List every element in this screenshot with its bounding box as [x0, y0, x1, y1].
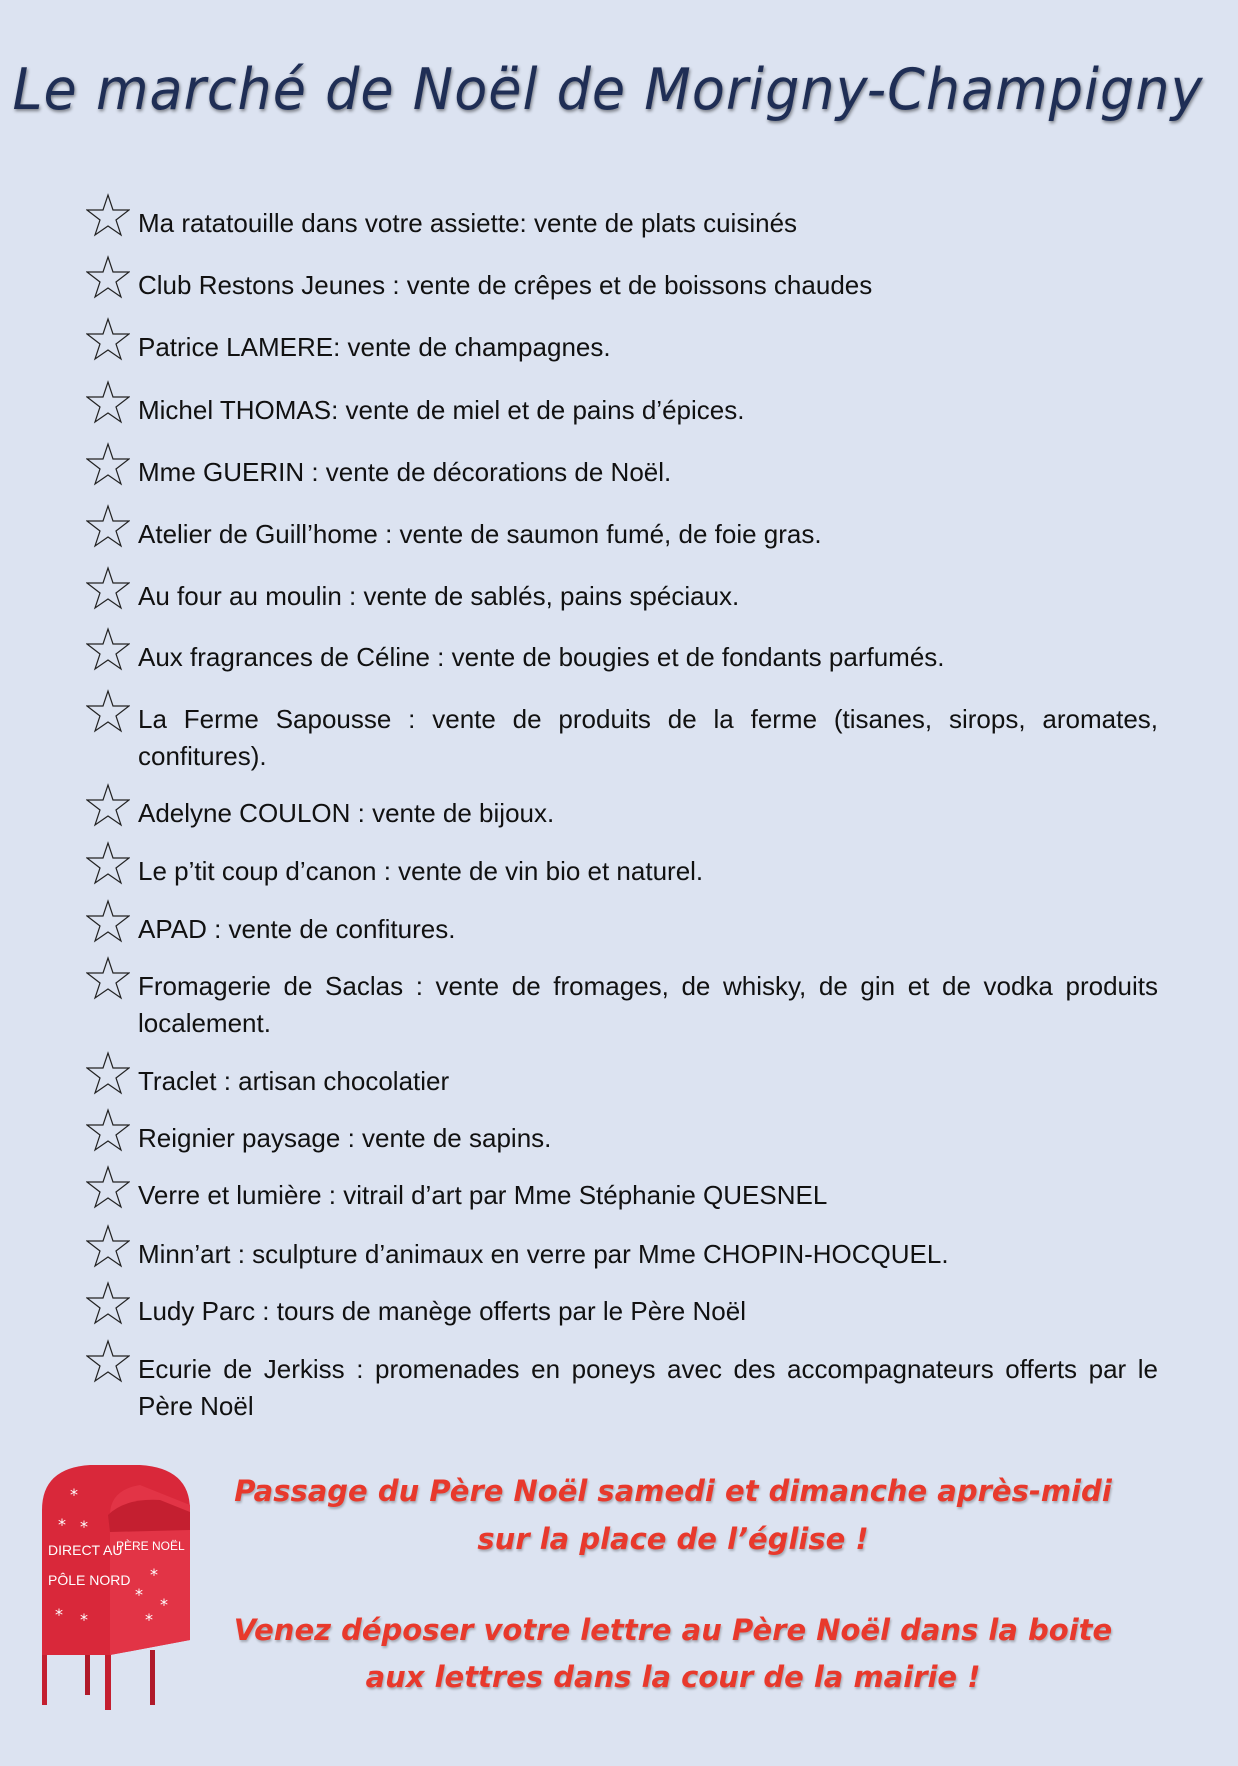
list-item [86, 853, 1158, 890]
promo-line-1: Passage du Père Noël samedi et dimanche après-midi [234, 1474, 1112, 1508]
list-item [86, 1177, 1158, 1214]
list-item-text: Aux fragrances de Céline : vente de bougies et de fondants parfumés. [138, 642, 945, 672]
star-icon [86, 1339, 130, 1383]
list-item-text: Adelyne COULON : vente de bijoux. [138, 798, 555, 828]
list-item-text: Ecurie de Jerkiss : promenades en poneys avec des accompagnateurs offerts par le Père Noël [138, 1354, 1158, 1421]
star-icon [86, 1224, 130, 1268]
mailbox-text-front2: PÔLE NORD [48, 1572, 131, 1588]
star-icon [86, 255, 130, 299]
star-icon [86, 442, 130, 486]
list-item [86, 1293, 1158, 1330]
svg-text:*: * [150, 1565, 158, 1584]
list-item [86, 578, 1158, 615]
list-item [86, 795, 1158, 832]
list-item-text: Fromagerie de Saclas : vente de fromages, de whisky, de gin et de vodka produits localement. [138, 971, 1158, 1038]
mailbox-text-side: PÈRE NOËL [116, 1539, 185, 1553]
list-item-text: Traclet : artisan chocolatier [138, 1066, 450, 1096]
star-icon [86, 504, 130, 548]
list-item-text: Mme GUERIN : vente de décorations de Noël. [138, 457, 672, 487]
list-item-text: Reignier paysage : vente de sapins. [138, 1123, 552, 1153]
mailbox-image [30, 1460, 200, 1710]
promo-line-4: aux lettres dans la cour de la mairie ! [365, 1660, 981, 1694]
list-item-text: Michel THOMAS: vente de miel et de pains d’épices. [138, 395, 745, 425]
list-item-text: Verre et lumière : vitrail d’art par Mme Stéphanie QUESNEL [138, 1180, 828, 1210]
svg-text:*: * [55, 1605, 63, 1624]
list-item [86, 968, 1158, 1042]
list-item-text: La Ferme Sapousse : vente de produits de la ferme (tisanes, sirops, aromates, confitures). [138, 704, 1158, 771]
list-item [86, 205, 1158, 242]
list-item-text: Au four au moulin : vente de sablés, pains spéciaux. [138, 581, 740, 611]
star-icon [86, 627, 130, 671]
star-icon [86, 1165, 130, 1209]
list-item [86, 1351, 1158, 1425]
svg-text:*: * [160, 1595, 168, 1614]
list-item [86, 329, 1158, 366]
list-item-text: Le p’tit coup d’canon : vente de vin bio et naturel. [138, 856, 704, 886]
list-item [86, 392, 1158, 429]
star-icon [86, 566, 130, 610]
svg-text:*: * [145, 1610, 153, 1629]
list-item [86, 1236, 1158, 1273]
mailbox-text-front: DIRECT AU [48, 1542, 123, 1558]
svg-text:*: * [135, 1585, 143, 1604]
list-item [86, 911, 1158, 948]
list-item-text: Ludy Parc : tours de manège offerts par le Père Noël [138, 1296, 746, 1326]
star-icon [86, 317, 130, 361]
list-item-text: APAD : vente de confitures. [138, 914, 456, 944]
page-title: Le marché de Noël de Morigny-Champigny [12, 56, 1204, 123]
list-item [86, 267, 1158, 304]
star-icon [86, 1051, 130, 1095]
list-item [86, 639, 1158, 676]
star-icon [86, 1281, 130, 1325]
star-icon [86, 380, 130, 424]
svg-text:*: * [58, 1515, 66, 1534]
star-icon [86, 899, 130, 943]
list-item [86, 1063, 1158, 1100]
svg-text:*: * [80, 1517, 88, 1536]
list-item-text: Atelier de Guill’home : vente de saumon fumé, de foie gras. [138, 519, 822, 549]
list-item [86, 454, 1158, 491]
star-icon [86, 783, 130, 827]
svg-text:*: * [70, 1485, 78, 1504]
list-item-text: Club Restons Jeunes : vente de crêpes et de boissons chaudes [138, 270, 873, 300]
list-item-text: Patrice LAMERE: vente de champagnes. [138, 332, 611, 362]
star-icon [86, 1108, 130, 1152]
list-item-text: Minn’art : sculpture d’animaux en verre par Mme CHOPIN-HOCQUEL. [138, 1239, 949, 1269]
star-icon [86, 841, 130, 885]
list-item [86, 701, 1158, 775]
list-item [86, 516, 1158, 553]
star-icon [86, 956, 130, 1000]
star-icon [86, 193, 130, 237]
list-item-text: Ma ratatouille dans votre assiette: vente de plats cuisinés [138, 208, 798, 238]
list-item [86, 1120, 1158, 1157]
svg-text:*: * [80, 1610, 88, 1629]
promo-line-2: sur la place de l’église ! [477, 1522, 869, 1556]
promo-line-3: Venez déposer votre lettre au Père Noël dans la boite [233, 1613, 1113, 1647]
star-icon [86, 689, 130, 733]
